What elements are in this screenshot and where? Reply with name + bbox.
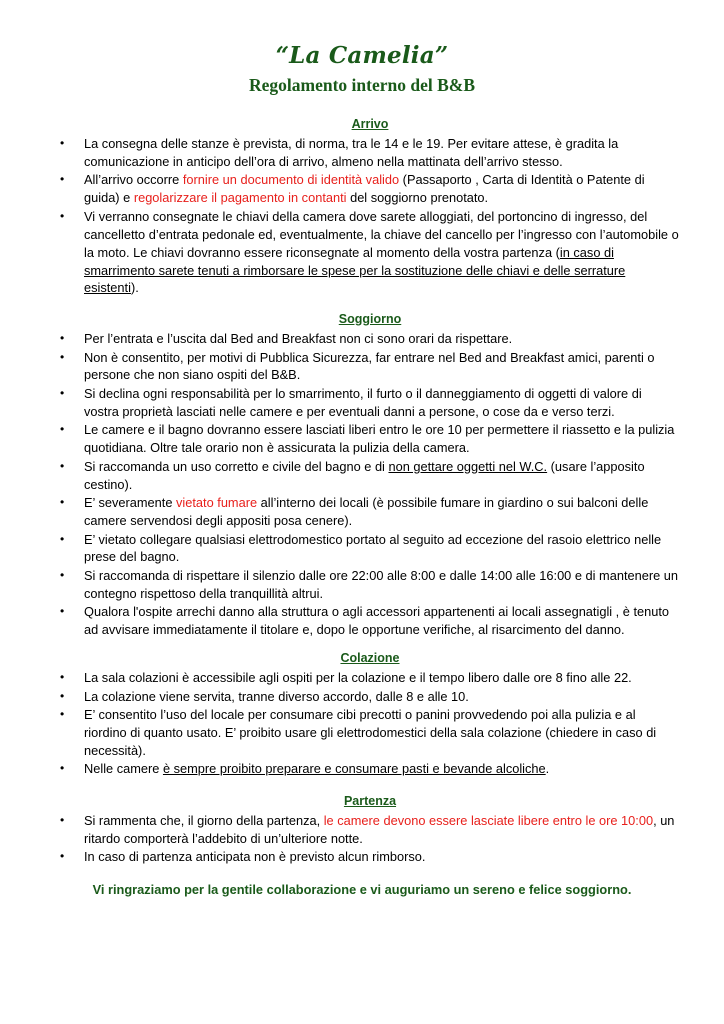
- section-colazione: [60, 650, 680, 779]
- bullet-list-partenza: [60, 812, 680, 866]
- bullet-list-arrivo: [60, 135, 680, 297]
- bullet-icon: •: [60, 761, 65, 776]
- underlined-text: non gettare oggetti nel W.C.: [388, 458, 548, 474]
- document-subtitle: Regolamento interno del B&B: [248, 75, 476, 95]
- bullet-icon: •: [60, 567, 65, 582]
- section-soggiorno: [60, 311, 680, 640]
- list-item: • Nelle camere è sempre proibito preparare e consumare pasti e bevande alcoliche.: [60, 761, 550, 777]
- list-item: • Vi verranno consegnate le chiavi della camera dove sarete alloggiati, del portoncino di ingresso, del cancelletto d’entrata pedonale ed, eventualmente, la chiave del cancello per l’ingresso con l’automobile o la moto. Le chiavi dovranno essere riconsegnate al momento della vostra partenza (in caso di smarrimento sarete tenuti a rimborsare le spese per la sostituzione delle chiavi e delle serrature esistenti).: [60, 208, 679, 296]
- underlined-text: in caso di smarrimento sarete tenuti a rimborsare le spese per la sostituzione delle chiavi e delle serrature esistenti: [84, 244, 626, 296]
- bullet-icon: •: [60, 849, 65, 864]
- document-title: “La Camelia”: [275, 42, 449, 69]
- list-item: • La consegna delle stanze è prevista, di norma, tra le 14 e le 19. Per evitare attese, è gradita la comunicazione in anticipo dell’ora di arrivo, almeno nella mattinata dell’arrivo stesso.: [60, 136, 619, 169]
- bullet-icon: •: [60, 422, 65, 437]
- section-partenza: [60, 793, 680, 867]
- list-item: • E’ vietato collegare qualsiasi elettrodomestico portato al seguito ad eccezione del rasoio elettrico nelle prese del bagno.: [60, 531, 662, 565]
- list-item: • La sala colazioni è accessibile agli ospiti per la colazione e il tempo libero dalle ore 8 fino alle 22.: [60, 670, 632, 685]
- highlight-text: le camere devono essere lasciate libere entro le ore 10:00: [323, 813, 654, 828]
- list-item: • All’arrivo occorre fornire un documento di identità valido (Passaporto , Carta di Identità o Patente di guida) e regolarizzare il pagamento in contanti del soggiorno prenotato.: [60, 172, 645, 206]
- list-item: • Si rammenta che, il giorno della partenza, le camere devono essere lasciate libere entro le ore 10:00, un ritardo comporterà l’addebito di un’ulteriore notte.: [60, 813, 675, 846]
- section-heading-colazione: Colazione: [340, 651, 400, 665]
- bullet-icon: •: [60, 531, 65, 546]
- list-item: • E’ consentito l’uso del locale per consumare cibi precotti o panini provvedendo poi alla pulizia e al riordino di quanto usato. E’ proibito usare gli elettrodomestici della sala colazione (chiedere in caso di necessità).: [60, 707, 657, 758]
- section-heading-partenza: Partenza: [343, 794, 397, 808]
- bullet-icon: •: [60, 670, 65, 684]
- list-item: • In caso di partenza anticipata non è previsto alcun rimborso.: [60, 849, 426, 865]
- bullet-icon: •: [60, 331, 65, 345]
- bullet-list-colazione: [60, 669, 680, 778]
- bullet-icon: •: [60, 688, 65, 703]
- bullet-icon: •: [60, 349, 65, 364]
- list-item: • Per l’entrata e l’uscita dal Bed and Breakfast non ci sono orari da rispettare.: [60, 331, 513, 346]
- list-item: • Si raccomanda di rispettare il silenzio dalle ore 22:00 alle 8:00 e dalle 14:00 alle 16:00 e di mantenere un contegno rispettoso della tranquillità altrui.: [60, 567, 679, 601]
- underlined-text: è sempre proibito preparare e consumare pasti e bevande alcoliche: [162, 761, 546, 777]
- list-item: • Si raccomanda un uso corretto e civile del bagno e di non gettare oggetti nel W.C. (usare l’apposito cestino).: [60, 458, 645, 492]
- highlight-text: fornire un documento di identità valido: [182, 172, 400, 188]
- highlight-text: vietato fumare: [176, 495, 258, 511]
- bullet-list-soggiorno: [60, 330, 680, 639]
- bullet-icon: •: [60, 458, 65, 473]
- bullet-icon: •: [60, 495, 65, 510]
- list-item: • Non è consentito, per motivi di Pubblica Sicurezza, far entrare nel Bed and Breakfast amici, parenti o persone che non siano ospiti del B&B.: [60, 349, 655, 383]
- list-item: • La colazione viene servita, tranne diverso accordo, dalle 8 e alle 10.: [60, 688, 469, 704]
- bullet-icon: •: [60, 172, 65, 187]
- bullet-icon: •: [60, 136, 65, 150]
- bullet-icon: •: [60, 385, 65, 400]
- section-heading-arrivo: Arrivo: [351, 117, 389, 131]
- highlight-text: regolarizzare il pagamento in contanti: [133, 190, 347, 206]
- list-item: • Qualora l'ospite arrechi danno alla struttura o agli accessori appartenenti ai locali assegnatigli , è tenuto ad avvisare immediatamente il titolare e, dopo le opportune verifiche, al risarcimento del danno.: [60, 604, 670, 638]
- list-item: • Le camere e il bagno dovranno essere lasciati liberi entro le ore 10 per permettere il riassetto e la pulizia quotidiana. Oltre tale orario non è assicurata la pulizia della camera.: [60, 422, 675, 456]
- bullet-icon: •: [60, 707, 65, 721]
- bullet-icon: •: [60, 813, 65, 827]
- section-heading-soggiorno: Soggiorno: [338, 312, 402, 326]
- list-item: • E’ severamente vietato fumare all’interno dei locali (è possibile fumare in giardino o sui balconi delle camere servendosi degli appositi posa cenere).: [60, 495, 649, 529]
- section-arrivo: [60, 116, 680, 298]
- bullet-icon: •: [60, 208, 65, 223]
- list-item: • Si declina ogni responsabilità per lo smarrimento, il furto o il danneggiamento di oggetti di valore di vostra proprietà lasciati nelle camere e per eventuali danni a persone, o cose da e verso terzi.: [60, 385, 642, 419]
- closing-message: Vi ringraziamo per la gentile collaborazione e vi auguriamo un sereno e felice soggiorno.: [92, 882, 632, 897]
- bullet-icon: •: [60, 604, 65, 619]
